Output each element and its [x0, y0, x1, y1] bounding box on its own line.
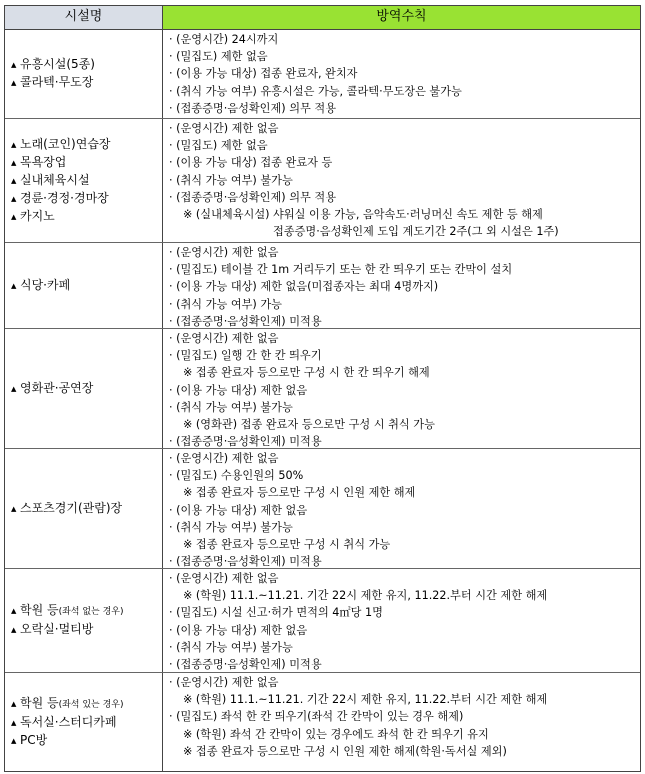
table-row: [5, 30, 640, 119]
header-facility: 시설명: [5, 6, 163, 30]
triangle-bullet-icon: ▲: [11, 504, 17, 513]
facility-cell: [5, 673, 163, 771]
measure-item: · (밀집도) 일행 간 한 칸 띄우기: [169, 349, 322, 363]
facility-name: PC방: [20, 732, 48, 747]
facility-name: 학원 등: [20, 695, 59, 710]
triangle-bullet-icon: ▲: [11, 176, 17, 185]
measures-cell: [163, 329, 640, 448]
facility-name: 영화관·공연장: [20, 380, 94, 395]
triangle-bullet-icon: ▲: [11, 158, 17, 167]
facility-item: [11, 714, 162, 732]
triangle-bullet-icon: ▲: [11, 607, 17, 615]
measure-item: · (밀집도) 제한 없음: [169, 139, 268, 153]
measure-item: · (접종증명·음성확인제) 의무 적용: [169, 101, 337, 115]
measure-item: · (이용 가능 대상) 제한 없음: [169, 623, 308, 637]
facility-name: 실내체육시설: [20, 172, 90, 187]
facility-item: [11, 136, 162, 154]
facility-name: 스포츠경기(관람)장: [20, 500, 123, 515]
facility-item: [11, 56, 162, 74]
measure-item: · (운영시간) 24시까지: [169, 33, 279, 46]
measure-item: · (취식 가능 여부) 불가능: [169, 640, 293, 654]
facility-item: [11, 172, 162, 190]
measure-item: · (밀집도) 수용인원의 50%: [169, 469, 304, 483]
facility-cell: [5, 569, 163, 672]
measure-item: · (밀집도) 시설 신고·허가 면적의 4㎡당 1명: [169, 606, 383, 620]
measure-item: · (접종증명·음성확인제) 미적용: [169, 658, 322, 672]
measures-cell: [163, 569, 640, 672]
facility-cell: [5, 119, 163, 242]
facility-name: 카지노: [20, 208, 55, 223]
measures-cell: [163, 119, 640, 242]
measure-item: · (이용 가능 대상) 접종 완료자 등: [169, 156, 333, 170]
measure-note: ※ 접종 완료자 등으로만 구성 시 인원 제한 해제: [183, 486, 416, 500]
facility-item: [11, 695, 162, 714]
measure-item: · (이용 가능 대상) 제한 없음(미접종자는 최대 4명까지): [169, 280, 439, 294]
measure-item: · (접종증명·음성확인제) 미적용: [169, 314, 322, 328]
measure-item: · (접종증명·음성확인제) 미적용: [169, 555, 322, 569]
triangle-bullet-icon: ▲: [11, 718, 17, 727]
facility-item: [11, 602, 162, 621]
measure-note: 접종증명·음성확인제 도입 계도기간 2주(그 외 시설은 1주): [273, 225, 559, 239]
facility-note: (좌석 없는 경우): [58, 607, 124, 617]
measure-note: ※ (학원) 좌석 간 칸막이 있는 경우에도 좌석 한 칸 띄우기 유지: [183, 727, 489, 741]
facility-name: 콜라텍·무도장: [20, 75, 94, 89]
measure-item: · (운영시간) 제한 없음: [169, 122, 279, 135]
measure-item: · (이용 가능 대상) 접종 완료자, 완치자: [169, 67, 358, 81]
measure-item: · (이용 가능 대상) 제한 없음: [169, 383, 308, 397]
facility-name: 학원 등: [20, 603, 59, 617]
facility-item: [11, 277, 162, 295]
measure-item: · (운영시간) 제한 없음: [169, 246, 279, 259]
measures-cell: [163, 673, 640, 771]
facility-item: [11, 154, 162, 172]
triangle-bullet-icon: ▲: [11, 79, 17, 87]
triangle-bullet-icon: ▲: [11, 212, 17, 221]
facility-cell: [5, 449, 163, 568]
measure-note: ※ 접종 완료자 등으로만 구성 시 인원 제한 해제(학원·독서실 제외): [183, 744, 507, 758]
measure-item: · (접종증명·음성확인제) 미적용: [169, 435, 322, 449]
facility-item: [11, 732, 162, 750]
facility-name: 식당·카페: [20, 277, 71, 292]
facility-name: 오락실·멀티방: [20, 622, 94, 636]
facility-item: [11, 208, 162, 226]
table-row: [5, 569, 640, 673]
table-row: [5, 449, 640, 569]
measure-note: ※ 접종 완료자 등으로만 구성 시 한 칸 띄우기 해제: [183, 366, 430, 380]
measure-item: · (밀집도) 좌석 한 칸 띄우기(좌석 간 칸막이 있는 경우 해제): [169, 710, 464, 724]
facility-name: 유흥시설(5종): [20, 57, 95, 71]
triangle-bullet-icon: ▲: [11, 281, 17, 290]
facility-item: [11, 380, 162, 398]
facility-name: 노래(코인)연습장: [20, 136, 111, 151]
measure-note: ※ (학원) 11.1.~11.21. 기간 22시 제한 유지, 11.22.부터 시간 제한 해제: [183, 693, 548, 707]
facility-item: [11, 74, 162, 92]
facility-name: 경륜·경정·경마장: [20, 190, 109, 205]
facility-cell: [5, 243, 163, 328]
measure-item: · (운영시간) 제한 없음: [169, 572, 279, 585]
facility-name: 목욕장업: [20, 154, 67, 169]
measure-item: · (취식 가능 여부) 가능: [169, 297, 282, 311]
measure-note: ※ 접종 완료자 등으로만 구성 시 취식 가능: [183, 538, 391, 552]
measure-item: · (취식 가능 여부) 유흥시설은 가능, 콜라텍·무도장은 불가능: [169, 84, 462, 98]
measures-cell: [163, 243, 640, 328]
measure-item: · (운영시간) 제한 없음: [169, 452, 279, 465]
measure-note: ※ (실내체육시설) 샤워실 이용 가능, 음악속도·러닝머신 속도 제한 등 해제: [183, 208, 543, 222]
quarantine-rules-table: [4, 5, 641, 772]
measure-item: · (운영시간) 제한 없음: [169, 676, 279, 689]
measure-item: · (이용 가능 대상) 제한 없음: [169, 503, 308, 517]
triangle-bullet-icon: ▲: [11, 699, 17, 708]
header-measures: 방역수칙: [163, 6, 640, 30]
table-row: [5, 243, 640, 329]
table-row: [5, 673, 640, 771]
measure-item: · (접종증명·음성확인제) 의무 적용: [169, 190, 337, 204]
measure-item: · (운영시간) 제한 없음: [169, 332, 279, 345]
triangle-bullet-icon: ▲: [11, 61, 17, 69]
table-row: [5, 329, 640, 449]
facility-item: [11, 500, 162, 518]
facility-cell: [5, 329, 163, 448]
facility-name: 독서실·스터디카페: [20, 714, 117, 729]
triangle-bullet-icon: ▲: [11, 194, 17, 203]
triangle-bullet-icon: ▲: [11, 736, 17, 745]
measures-cell: [163, 449, 640, 568]
measure-item: · (취식 가능 여부) 불가능: [169, 520, 293, 534]
measure-item: · (밀집도) 테이블 간 1m 거리두기 또는 한 칸 띄우기 또는 칸막이 설치: [169, 263, 513, 277]
measure-note: ※ (학원) 11.1.~11.21. 기간 22시 제한 유지, 11.22.부터 시간 제한 해제: [183, 589, 548, 603]
measures-cell: [163, 30, 640, 118]
facility-note: (좌석 있는 경우): [58, 699, 124, 710]
measure-note: ※ (영화관) 접종 완료자 등으로만 구성 시 취식 가능: [183, 418, 435, 432]
triangle-bullet-icon: ▲: [11, 384, 17, 393]
triangle-bullet-icon: ▲: [11, 626, 17, 634]
measure-item: · (취식 가능 여부) 불가능: [169, 400, 293, 414]
facility-item: [11, 621, 162, 639]
triangle-bullet-icon: ▲: [11, 140, 17, 149]
facility-item: [11, 190, 162, 208]
measure-item: · (밀집도) 제한 없음: [169, 50, 268, 64]
facility-cell: [5, 30, 163, 118]
measure-item: · (취식 가능 여부) 불가능: [169, 173, 293, 187]
table-row: [5, 119, 640, 243]
